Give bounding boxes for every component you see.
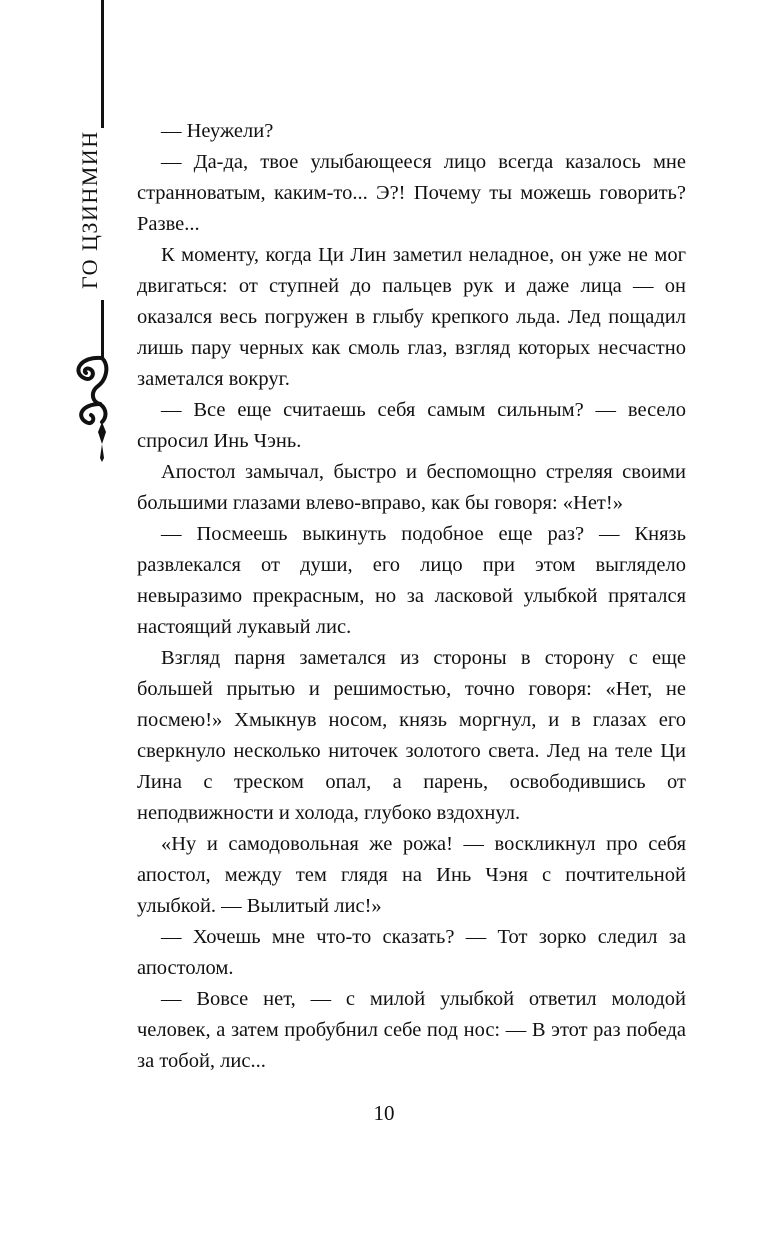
page-number: 10 — [373, 1101, 395, 1125]
paragraph: — Хочешь мне что-то сказать? — Тот зорко следил за апостолом. — [137, 926, 686, 979]
margin-rule-bottom — [101, 300, 104, 360]
paragraph: Взгляд парня заметался из стороны в сторону с еще большей прытью и решимостью, точно говоря: «Нет, не посмею!» Хмыкнув носом, князь моргнул, и в глазах его сверкнуло несколько ниточек золотого света. Лед на теле Ци Лина с треском опал, а парень, освободившись от неподвижности и холода, глубоко вздохнул. — [137, 647, 686, 824]
paragraph: — Все еще считаешь себя самым сильным? — весело спросил Инь Чэнь. — [137, 399, 686, 452]
paragraph: К моменту, когда Ци Лин заметил неладное, он уже не мог двигаться: от ступней до пальцев рук и даже лица — он оказался весь погружен в глыбу крепкого льда. Лед пощадил лишь пару черных как смоль глаз, взгляд которых несчастно заметался вокруг. — [137, 244, 686, 390]
paragraph: «Ну и самодовольная же рожа! — воскликнул про себя апостол, между тем глядя на Инь Чэня с почтительной улыбкой. — Вылитый лис!» — [137, 833, 686, 917]
body-text — [137, 116, 686, 1077]
paragraph: — Посмеешь выкинуть подобное еще раз? — Князь развлекался от души, его лицо при этом выглядело невыразимо прекрасным, но за ласковой улыбкой прятался настоящий лукавый лис. — [137, 523, 686, 638]
paragraph: — Вовсе нет, — с милой улыбкой ответил молодой человек, а затем пробубнил себе под нос: — В этот раз победа за тобой, лис... — [137, 988, 686, 1072]
paragraph: Апостол замычал, быстро и беспомощно стреляя своими большими глазами влево-вправо, как бы говоря: «Нет!» — [137, 461, 686, 514]
flourish-ornament-icon — [62, 352, 122, 462]
margin-rule-top — [101, 0, 104, 128]
running-head-author: ГО ЦЗИНМИН — [77, 130, 102, 290]
paragraph: — Неужели? — [161, 120, 274, 142]
paragraph: — Да-да, твое улыбающееся лицо всегда казалось мне странноватым, каким-то... Э?! Почему ты можешь говорить? Разве... — [137, 151, 686, 235]
